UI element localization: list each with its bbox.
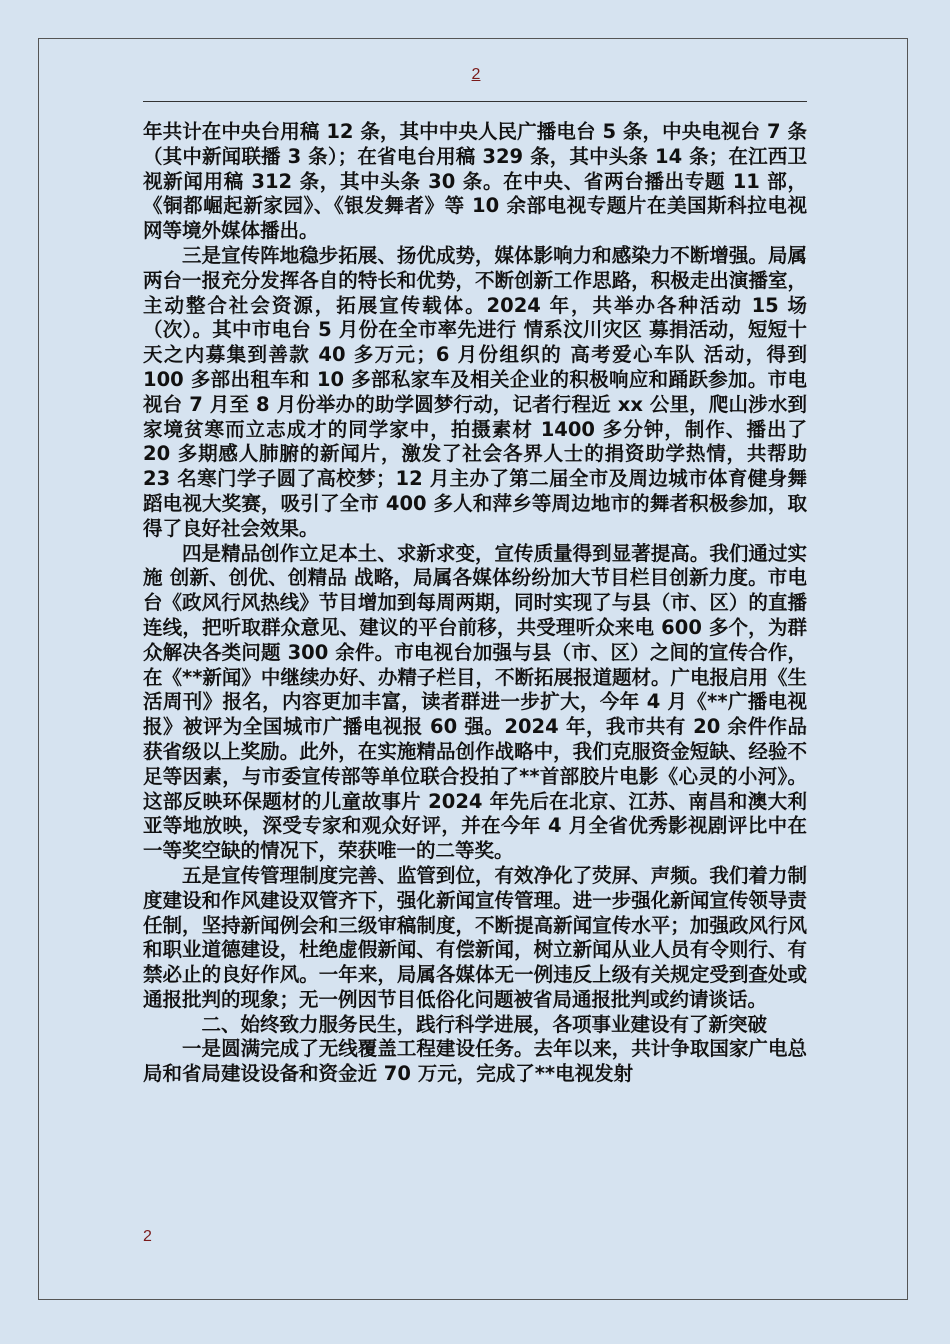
document-body (143, 120, 807, 1087)
paragraph-point-four: 四是精品创作立足本土、求新求变，宣传质量得到显著提高。我们通过实施 创新、创优、创精品 战略，局属各媒体纷纷加大节目栏目创新力度。市电台《政风行风热线》节目增加到每周两期，同时实现了与县（市、区）的直播连线，把听取群众意见、建议的平台前移，共受理听众来电 600 多个，为群众解决各类问题 300 余件。市电视台加强与县（市、区）之间的宣传合作，在《**新闻》中继续办好、办精子栏目，不断拓展报道题材。广电报启用《生活周刊》报名，内容更加丰富，读者群进一步扩大，今年 4 月《**广播电视报》被评为全国城市广播电视报 60 强。2024 年，我市共有 20 余件作品获省级以上奖励。此外，在实施精品创作战略中，我们克服资金短缺、经验不足等因素，与市委宣传部等单位联合投拍了**首部胶片电影《心灵的小河》。这部反映环保题材的儿童故事片 2024 年先后在北京、江苏、南昌和澳大利亚等地放映，深受专家和观众好评，并在今年 4 月全省优秀影视剧评比中在一等奖空缺的情况下，荣获唯一的二等奖。 (143, 541, 807, 863)
header-page-number: 2 (471, 66, 481, 83)
footer-page-number: 2 (143, 1228, 152, 1245)
paragraph-point-five: 五是宣传管理制度完善、监管到位，有效净化了荧屏、声频。我们着力制度建设和作风建设双管齐下，强化新闻宣传管理。进一步强化新闻宣传领导责任制，坚持新闻例会和三级审稿制度，不断提高新闻宣传水平；加强政风行风和职业道德建设，杜绝虚假新闻、有偿新闻，树立新闻从业人员有令则行、有禁必止的良好作风。一年来，局属各媒体无一例违反上级有关规定受到查处或通报批判的现象；无一例因节目低俗化问题被省局通报批判或约请谈话。 (143, 863, 807, 1011)
paragraph-point-three: 三是宣传阵地稳步拓展、扬优成势，媒体影响力和感染力不断增强。局属两台一报充分发挥各自的特长和优势，不断创新工作思路，积极走出演播室，主动整合社会资源，拓展宣传载体。2024 年，共举办各种活动 15 场（次）。其中市电台 5 月份在全市率先进行 情系汶川灾区 募捐活动，短短十天之内募集到善款 40 多万元；6 月份组织的 高考爱心车队 活动，得到 100 多部出租车和 10 多部私家车及相关企业的积极响应和踊跃参加。市电视台 7 月至 8 月份举办的助学圆梦行动，记者行程近 xx 公里，爬山涉水到家境贫寒而立志成才的同学家中，拍摄素材 1400 多分钟，制作、播出了 20 多期感人肺腑的新闻片，激发了社会各界人士的捐资助学热情，共帮助 23 名寒门学子圆了高校梦；12 月主办了第二届全市及周边城市体育健身舞蹈电视大奖赛，吸引了全市 400 多人和萍乡等周边地市的舞者积极参加，取得了良好社会效果。 (143, 243, 807, 540)
paragraph-continuation: 年共计在中央台用稿 12 条，其中中央人民广播电台 5 条，中央电视台 7 条（其中新闻联播 3 条）；在省电台用稿 329 条，其中头条 14 条；在江西卫视新闻用稿 312 条，其中头条 30 条。在中央、省两台播出专题 11 部，《铜都崛起新家园》、《银发舞者》等 10 余部电视专题片在美国斯科拉电视网等境外媒体播出。 (143, 120, 807, 243)
paragraph-point-one: 一是圆满完成了无线覆盖工程建设任务。去年以来，共计争取国家广电总局和省局建设设备和资金近 70 万元，完成了**电视发射 (143, 1037, 807, 1086)
section-heading-two: 二、始终致力服务民生，践行科学进展，各项事业建设有了新突破 (201, 1012, 768, 1036)
header-divider (143, 101, 807, 102)
